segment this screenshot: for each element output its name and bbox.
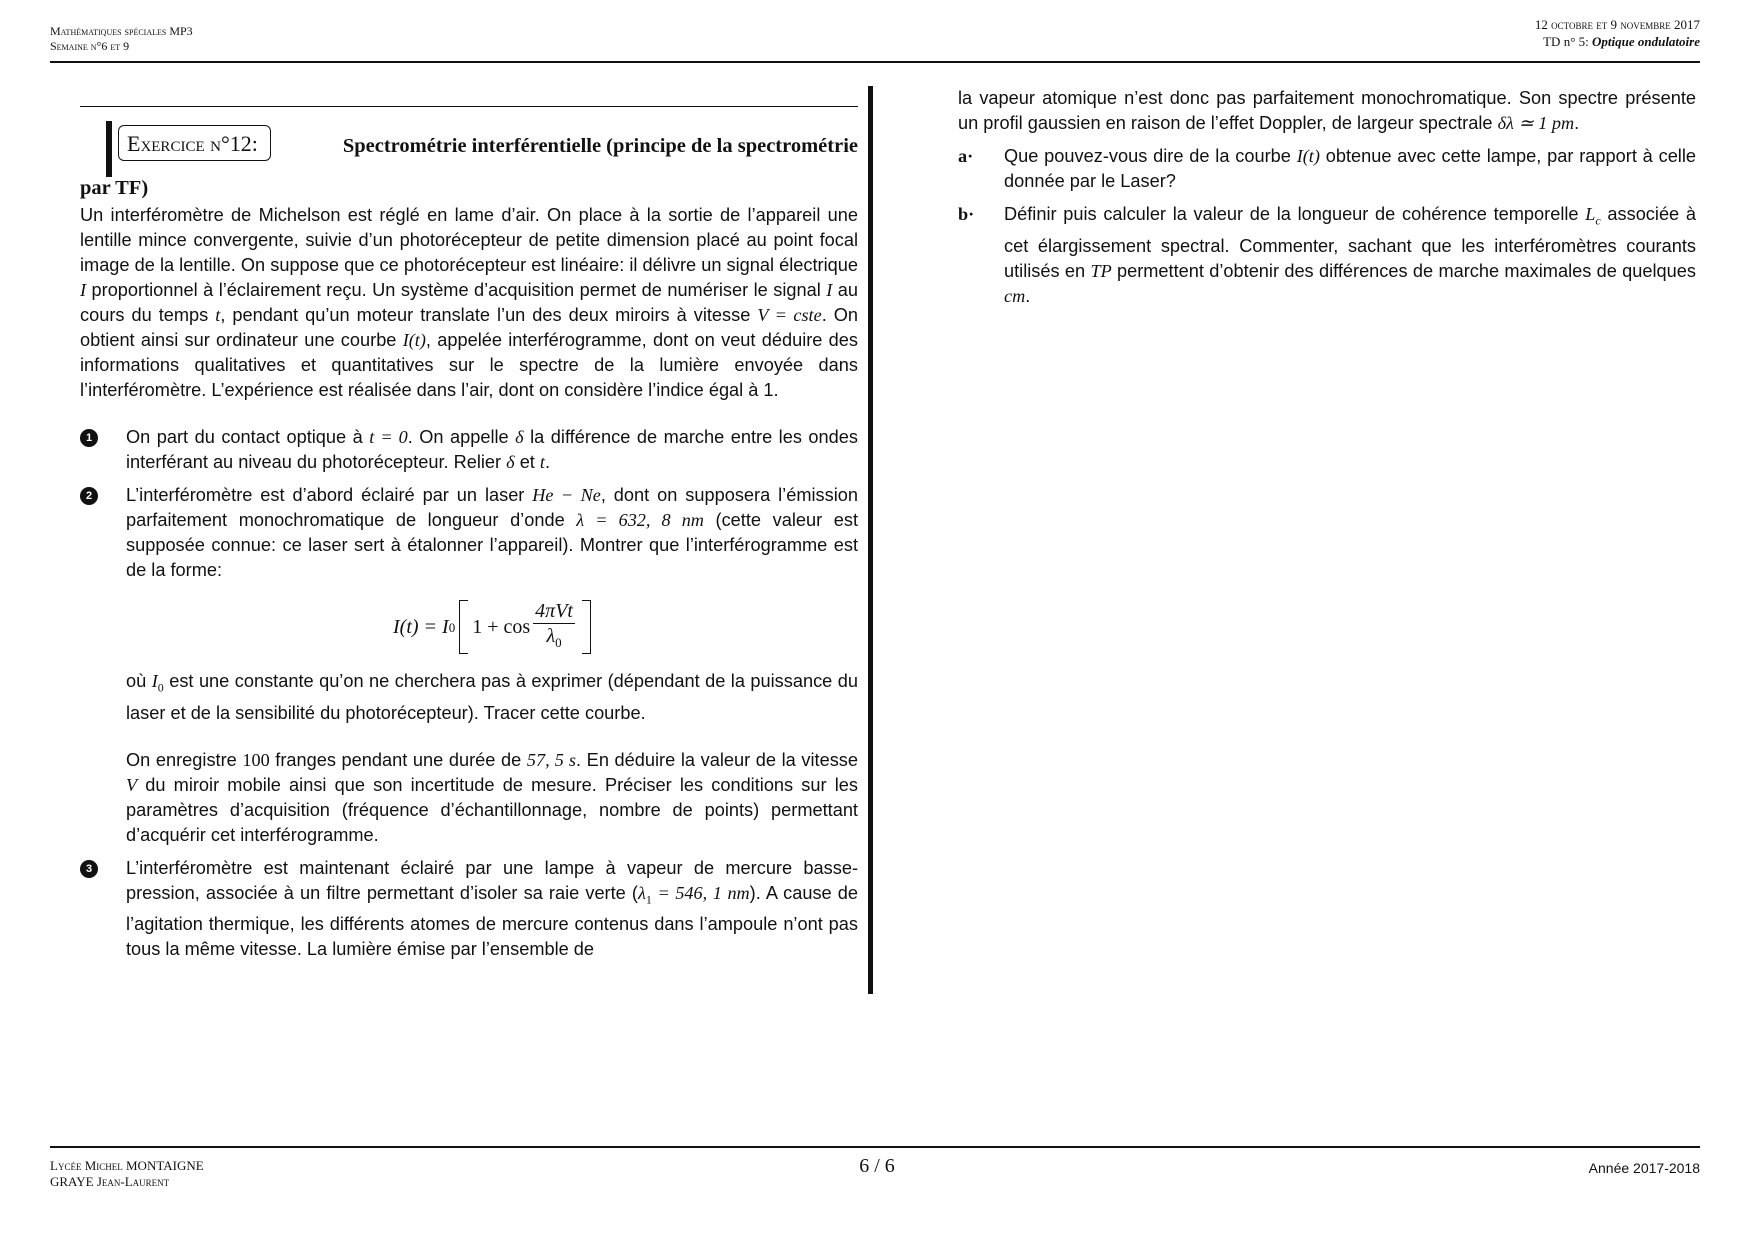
column-divider	[868, 86, 873, 994]
question-2	[80, 483, 858, 583]
intro-paragraph: Un interféromètre de Michelson est réglé en lame d’air. On place à la sortie de l’appareil une lentille mince convergente, suivie d’un photorécepteur de petite dimension placé au point focal image de la lentille. On suppose que ce photorécepteur est linéaire: il délivre un signal électrique I proportionnel à l’éclairement reçu. Un système d’acquisition permet de numériser le signal I au cours du temps t, pendant qu’un moteur translate l’un des deux miroirs à vitesse V = cste. On obtient ainsi sur ordinateur une courbe I(t), appelée interférogramme, dont on veut déduire des informations qualitatives et quantitatives sur le spectre de la lumière envoyée dans l’interféromètre. L’expérience est réalisée dans l’air, dont on considère l’indice égal à 1.	[80, 205, 859, 400]
question-3	[80, 856, 858, 963]
question-number-2: 2	[80, 487, 98, 505]
interferogram-formula: I(t) = I 0 1 + cos $\frac{\text{4πVt}}{\lambda_0}$	[126, 599, 858, 655]
course-name: Mathématiques spéciales MP3	[50, 24, 193, 38]
question-2-text: L’interféromètre est d’abord éclairé par un laser He − Ne, dont on supposera l’émission parfaitement monochromatique de longueur d’onde λ = 632, 8 nm (cette valeur est supposée connue: ce laser sert à étalonner l’appareil). Montrer que l’interférogramme est de la forme:	[126, 485, 858, 580]
question-3a	[958, 144, 1696, 194]
header-left	[50, 24, 193, 54]
td-title: Optique ondulatoire	[1592, 34, 1700, 49]
right-column	[958, 86, 1696, 309]
question-3a-text: Que pouvez-vous dire de la courbe I(t) obtenue avec cette lampe, par rapport à celle donnée par le Laser?	[1004, 146, 1697, 191]
exercise-rule	[80, 106, 858, 107]
page-number: 6 / 6	[859, 1155, 895, 1177]
week-info: Semaine n°6 et 9	[50, 39, 130, 53]
left-bracket	[459, 600, 468, 654]
exercise-heading	[80, 121, 858, 175]
left-column	[80, 86, 858, 962]
question-1-text: On part du contact optique à t = 0. On appelle δ la différence de marche entre les ondes interférant au niveau du photorécepteur. Relier δ et t.	[126, 427, 858, 472]
author-name: GRAYE Jean-Laurent	[50, 1174, 170, 1189]
question-3b	[958, 202, 1696, 309]
question-3-continued: la vapeur atomique n’est donc pas parfaitement monochromatique. Son spectre présente un profil gaussien en raison de l’effet Doppler, de largeur spectrale δλ ≃ 1 pm.	[958, 88, 1696, 133]
question-number-1: 1	[80, 429, 98, 447]
exercise-title-continued: par TF)	[80, 177, 149, 199]
school-year: Année 2017-2018	[1588, 1160, 1700, 1176]
td-label: TD n° 5:	[1543, 34, 1589, 49]
question-3a-label: a·	[958, 146, 974, 166]
question-2-measurement: On enregistre 100 franges pendant une durée de 57, 5 s. En déduire la valeur de la vitesse V du miroir mobile ainsi que son incertitude de mesure. Préciser les conditions sur les paramètres d’acquisition (fréquence d’échantillonnage, nombre de points) permettant d’acquérir cet interférogramme.	[126, 749, 858, 845]
header-rule	[50, 61, 1700, 63]
question-2-after-formula: où $I_0$ est une constante qu’on ne cherchera pas à exprimer (dépendant de la puissance du laser et de la sensibilité du photorécepteur). Tracer cette courbe.	[126, 671, 858, 723]
question-1	[80, 425, 858, 475]
question-2-followup	[80, 669, 858, 848]
exercise-label: Exercice n°12:	[118, 125, 271, 161]
question-3-text: L’interféromètre est maintenant éclairé par une lampe à vapeur de mercure basse-pression, associée à un filtre permettant d’isoler sa raie verte ($\lambda_1 = 546$, 1 nm). A cause de l’agitation thermique, les différents atomes de mercure contenus dans l’ampoule n’ont pas tous la même vitesse. La lumière émise par l’ensemble de	[126, 857, 858, 960]
header-dates: 12 octobre et 9 novembre 2017	[1534, 17, 1700, 32]
school-name: Lycée Michel MONTAIGNE	[50, 1158, 204, 1173]
question-3b-text: Définir puis calculer la valeur de la longueur de cohérence temporelle $L_c$ associée à cet élargissement spectral. Commenter, sachant que les interféromètres courants utilisés en TP permettent d’obtenir des différences de marche maximales de quelques cm.	[1004, 204, 1696, 306]
exercise-title: Spectrométrie interférentielle (principe de la spectrométrie	[342, 135, 858, 157]
td-heading	[1535, 33, 1700, 50]
header-right	[1535, 16, 1700, 50]
footer-rule	[50, 1146, 1700, 1148]
formula-fraction: $\frac{\text{4πVt}}{\lambda_0}$	[535, 600, 573, 650]
right-bracket	[582, 600, 591, 654]
exercise-bar	[106, 121, 112, 177]
question-number-3: 3	[80, 860, 98, 878]
question-3b-label: b·	[958, 204, 975, 224]
